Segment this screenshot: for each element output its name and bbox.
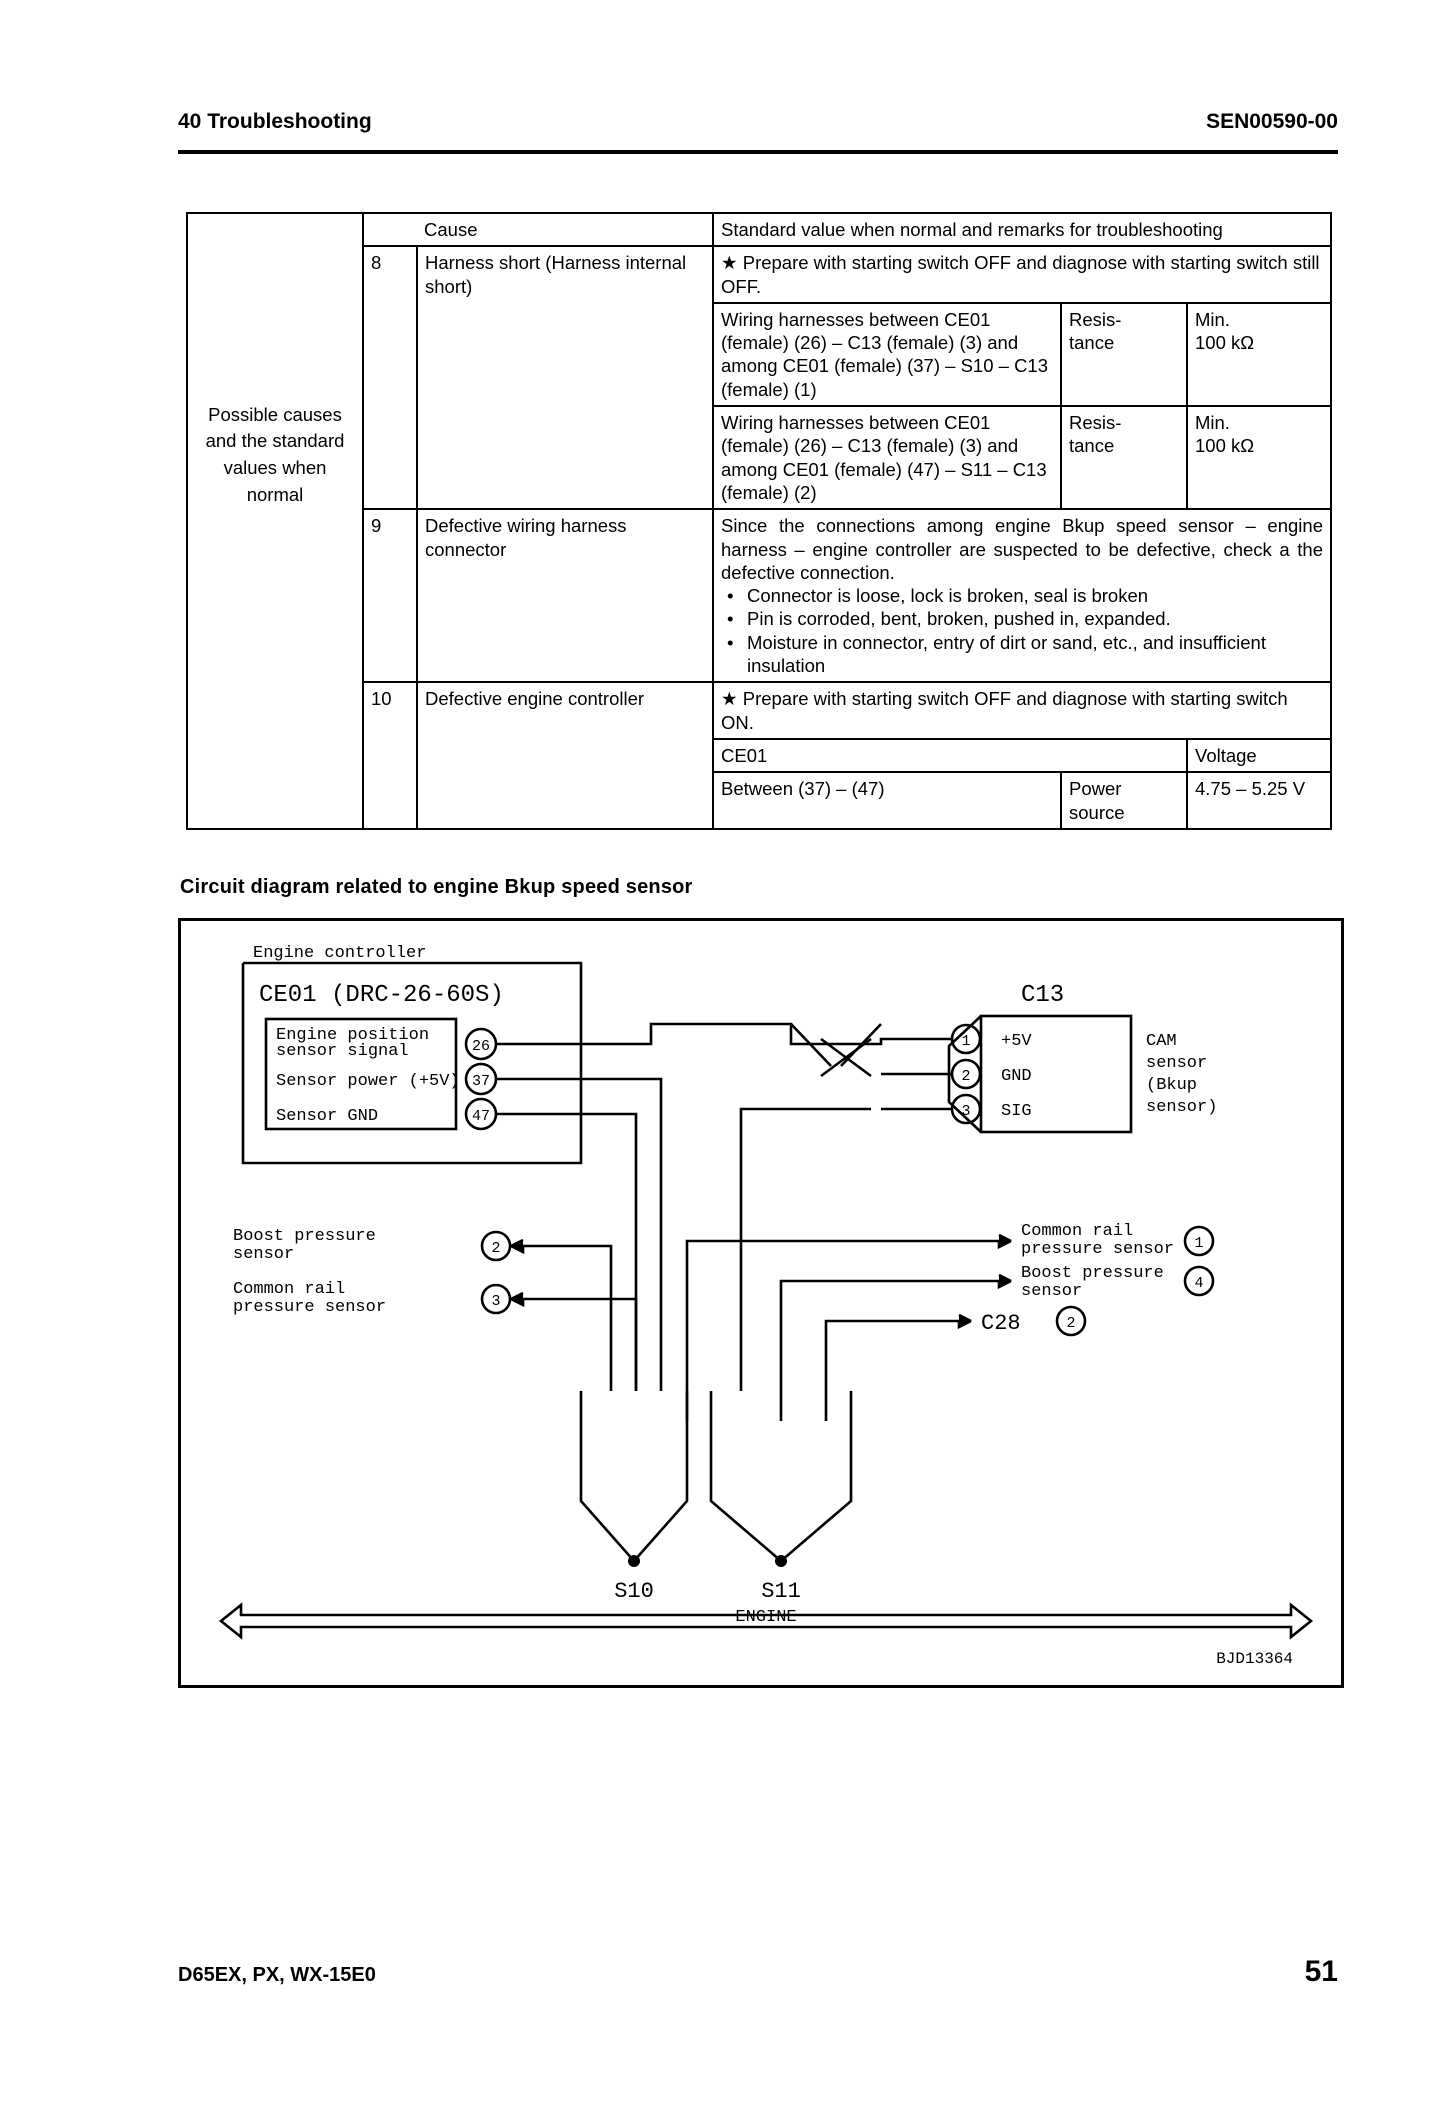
item-8-measure-1-value: Min. 100 kΩ (1187, 303, 1331, 406)
item-number-8: 8 (363, 246, 417, 509)
right-branch-2-pin: 2 (1066, 1315, 1076, 1332)
right-branch-0-pin: 1 (1194, 1235, 1204, 1252)
item-cause-10: Defective engine controller (417, 682, 713, 828)
right-branch-1-label-line2: sensor (1021, 1282, 1083, 1301)
item-8-measure-1-kind: Resis- tance (1061, 303, 1187, 406)
c13-pin-0-number: 1 (961, 1033, 971, 1050)
header-document-number: SEN00590-00 (1206, 110, 1338, 133)
item-number-9: 9 (363, 509, 417, 682)
troubleshooting-table (186, 212, 1332, 830)
page-footer (178, 1955, 1338, 1989)
footer-model: D65EX, PX, WX-15E0 (178, 1964, 376, 1986)
splice-label-s10: S10 (614, 1579, 654, 1604)
page-header (178, 110, 1338, 134)
list-item: • Connector is loose, lock is broken, seal is broken (747, 584, 1323, 607)
left-branch-1-label-line1: Common rail (233, 1280, 346, 1299)
item-cause-8 (417, 246, 713, 509)
c13-pin-0-label: +5V (1001, 1032, 1032, 1051)
c13-pin-2-number: 3 (961, 1103, 971, 1120)
circuit-diagram-svg (181, 921, 1335, 1679)
header-section-title: 40 Troubleshooting (178, 110, 372, 133)
c13-side-label-line2: sensor (1146, 1054, 1208, 1073)
item-cause-9: Defective wiring harness connector (417, 509, 713, 682)
item-cause-8-text: Harness short (Harness internal short) (425, 252, 687, 297)
ce01-title: CE01 (DRC-26-60S) (259, 982, 504, 1009)
c13-pin-1-number: 2 (961, 1068, 971, 1085)
c13-side-label-line3: (Bkup (1146, 1076, 1198, 1095)
item-number-10: 10 (363, 682, 417, 828)
ce01-pin-0-label-line2: sensor signal (276, 1042, 409, 1061)
c13-pin-2-label: SIG (1001, 1102, 1032, 1121)
c13-pin-1-label: GND (1001, 1067, 1032, 1086)
table-row (187, 246, 1331, 303)
left-branch-0-pin: 2 (491, 1240, 501, 1257)
item-9-detail (713, 509, 1331, 682)
header-rule (178, 150, 1338, 154)
ce01-pin-1-number: 37 (471, 1073, 491, 1090)
left-branch-0-label-line1: Boost pressure (233, 1227, 376, 1246)
item-10-note: ★ Prepare with starting switch OFF and diagnose with starting switch ON. (713, 682, 1331, 739)
right-branch-0-label-line2: pressure sensor (1021, 1240, 1175, 1259)
c13-side-label-line4: sensor) (1146, 1098, 1218, 1117)
cause-header-num (363, 213, 417, 246)
item-8-measure-2-desc: Wiring harnesses between CE01 (female) (26) – C13 (female) (3) and among CE01 (female) (47) – S11 – C13 (female) (2) (713, 406, 1061, 509)
left-branch-0-label-line2: sensor (233, 1245, 295, 1264)
right-branch-0-label-line1: Common rail (1021, 1222, 1134, 1241)
ce01-pin-2-label: Sensor GND (276, 1107, 379, 1126)
item-9-intro: Since the connections among engine Bkup speed sensor – engine harness – engine controller are suspected to be defective, check a the defective connection. (721, 515, 1323, 583)
cause-header: Cause (417, 213, 713, 246)
ce01-pin-2-number: 47 (471, 1108, 491, 1125)
c13-title: C13 (1021, 982, 1065, 1009)
list-item: • Moisture in connector, entry of dirt or sand, etc., and insufficient insulation (747, 631, 1323, 678)
c13-side-label-line1: CAM (1146, 1032, 1177, 1051)
right-branch-1-label-line1: Boost pressure (1021, 1264, 1164, 1283)
diagram-caption: Circuit diagram related to engine Bkup speed sensor (180, 876, 693, 898)
left-branch-1-label-line2: pressure sensor (233, 1298, 387, 1317)
item-8-measure-1-desc: Wiring harnesses between CE01 (female) (26) – C13 (female) (3) and among CE01 (female) (37) – S10 – C13 (female) (1) (713, 303, 1061, 406)
troubleshooting-table-wrap (186, 212, 1332, 830)
item-10-subheader-right: Voltage (1187, 739, 1331, 772)
figure-code: BJD13364 (1216, 1650, 1293, 1668)
item-10-source: Power source (1061, 772, 1187, 829)
item-9-bullets (721, 584, 1323, 677)
item-8-measure-2-value: Min. 100 kΩ (1187, 406, 1331, 509)
item-10-subheader-left: CE01 (713, 739, 1187, 772)
table-header-row (187, 213, 1331, 246)
ce01-pin-1-label: Sensor power (+5V) (276, 1072, 460, 1091)
item-8-measure-2-kind: Resis- tance (1061, 406, 1187, 509)
circuit-diagram (178, 918, 1344, 1688)
engine-arrow-label: ENGINE (735, 1608, 797, 1627)
item-8-note: ★ Prepare with starting switch OFF and diagnose with starting switch still OFF. (713, 246, 1331, 303)
row-label-cell (187, 246, 363, 829)
engine-controller-label: Engine controller (253, 944, 427, 963)
item-10-between: Between (37) – (47) (713, 772, 1061, 829)
right-branch-2-label: C28 (981, 1311, 1021, 1336)
right-branch-1-pin: 4 (1194, 1275, 1204, 1292)
ce01-pin-0-number: 26 (471, 1038, 491, 1055)
left-branch-1-pin: 3 (491, 1293, 501, 1310)
list-item: • Pin is corroded, bent, broken, pushed in, expanded. (747, 607, 1323, 630)
ce01-pin-0-label-line1: Engine position (276, 1026, 430, 1045)
diagram-text (233, 944, 1293, 1668)
possible-causes-label: Possible causes and the standard values when normal (205, 403, 345, 506)
splice-label-s11: S11 (761, 1579, 801, 1604)
row-label-cell-spacer (187, 213, 363, 246)
standard-value-header: Standard value when normal and remarks for troubleshooting (713, 213, 1331, 246)
footer-page-number: 51 (1304, 1955, 1338, 1988)
item-10-value: 4.75 – 5.25 V (1187, 772, 1331, 829)
